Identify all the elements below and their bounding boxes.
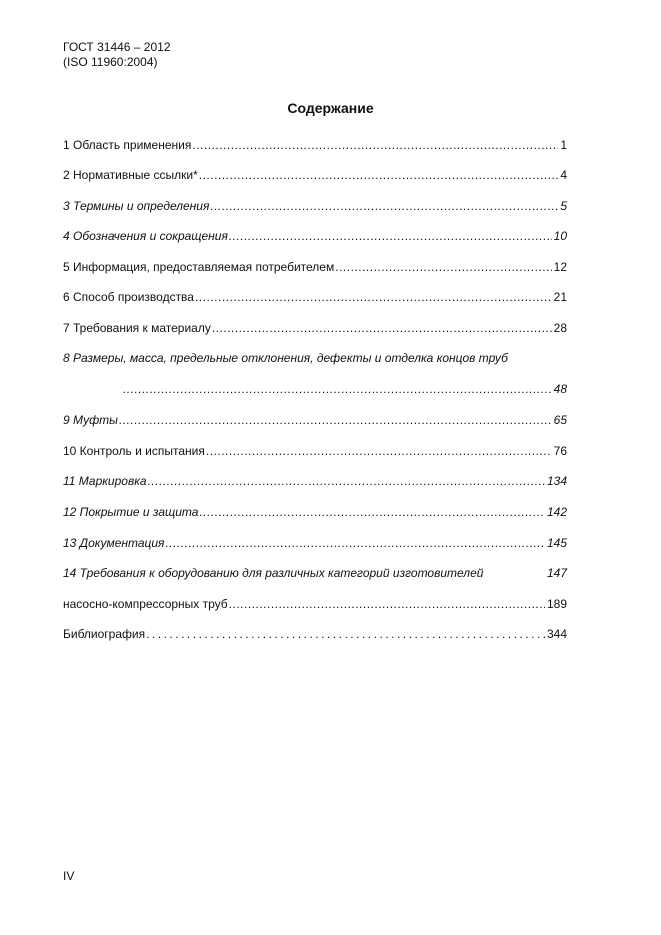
toc-leader-dots [148, 474, 545, 488]
toc-entry-3 [63, 199, 567, 213]
toc-entry-page: 48 [553, 382, 567, 396]
toc-entry-label: 5 Информация, предоставляемая потребителем [63, 260, 335, 274]
toc-entry-4 [63, 229, 567, 243]
toc-leader-dots [123, 382, 552, 396]
toc-entry-10 [63, 444, 567, 458]
toc-entry-14 [63, 566, 567, 580]
toc-leader-dots [229, 597, 545, 611]
toc-entry-page: 65 [553, 413, 567, 427]
page-title: Содержание [287, 100, 374, 116]
toc-entry-7 [63, 321, 567, 335]
toc-entry-page: 21 [553, 290, 567, 304]
toc-leader-dots [210, 199, 558, 213]
toc-leader-dots [119, 413, 552, 427]
toc-entry-label: Библиография [63, 627, 146, 641]
toc-entry-page: 1 [560, 138, 567, 152]
toc-entry-label: 14 Требования к оборудованию для различных категорий изготовителей [63, 566, 484, 580]
toc-leader-dots [199, 168, 559, 182]
toc-entry-8 [63, 351, 567, 365]
toc-entry-2 [63, 168, 567, 182]
toc-entry-label: 11 Маркировка [63, 474, 147, 488]
toc-entry-14-continuation [63, 597, 567, 611]
toc-entry-label: 4 Обозначения и сокращения [63, 229, 228, 243]
toc-entry-13 [63, 536, 567, 550]
toc-entry-page: 142 [546, 505, 567, 519]
toc-entry-label: 8 Размеры, масса, предельные отклонения, дефекты и отделка концов труб [63, 351, 508, 365]
toc-leader-dots [212, 321, 552, 335]
document-code: ГОСТ 31446 – 2012 [63, 40, 171, 54]
toc-entry-9 [63, 413, 567, 427]
toc-entry-page: 5 [560, 199, 567, 213]
toc-leader-dots [146, 627, 545, 641]
toc-entry-page: 76 [553, 444, 567, 458]
toc-entry-label: 3 Термины и определения [63, 199, 210, 213]
toc-entry-label: 7 Требования к материалу [63, 321, 211, 335]
toc-entry-12 [63, 505, 567, 519]
toc-entry-label: 2 Нормативные ссылки* [63, 168, 198, 182]
toc-entry-bibliography [63, 627, 567, 641]
toc-entry-page: 12 [553, 260, 567, 274]
toc-leader-dots [195, 290, 552, 304]
toc-entry-label: 13 Документация [63, 536, 165, 550]
toc-entry-page: 147 [546, 566, 567, 580]
toc-entry-label: 6 Способ производства [63, 290, 194, 304]
toc-entry-page: 28 [553, 321, 567, 335]
toc-entry-page: 134 [546, 474, 567, 488]
toc-leader-dots [192, 138, 558, 152]
toc-entry-label: насосно-компрессорных труб [63, 597, 228, 611]
toc-entry-page: 189 [546, 597, 567, 611]
toc-leader-dots [229, 229, 552, 243]
toc-entry-page: 145 [546, 536, 567, 550]
toc-leader-dots [165, 536, 545, 550]
toc-entry-8-continuation [123, 382, 567, 396]
toc-entry-page: 344 [546, 627, 567, 641]
toc-entry-label: 10 Контроль и испытания [63, 444, 205, 458]
toc-entry-label: 9 Муфты [63, 413, 118, 427]
toc-entry-label: 1 Область применения [63, 138, 192, 152]
toc-entry-label: 12 Покрытие и защита [63, 505, 199, 519]
page-number: IV [63, 869, 75, 883]
toc-entry-6 [63, 290, 567, 304]
toc-entry-5 [63, 260, 567, 274]
toc-leader-dots [335, 260, 551, 274]
toc-entry-11 [63, 474, 567, 488]
iso-reference: (ISO 11960:2004) [63, 55, 158, 69]
toc-entry-page: 4 [560, 168, 567, 182]
toc-entry-1 [63, 138, 567, 152]
toc-leader-dots [199, 505, 545, 519]
toc-entry-page: 10 [553, 229, 567, 243]
toc-leader-dots [206, 444, 552, 458]
